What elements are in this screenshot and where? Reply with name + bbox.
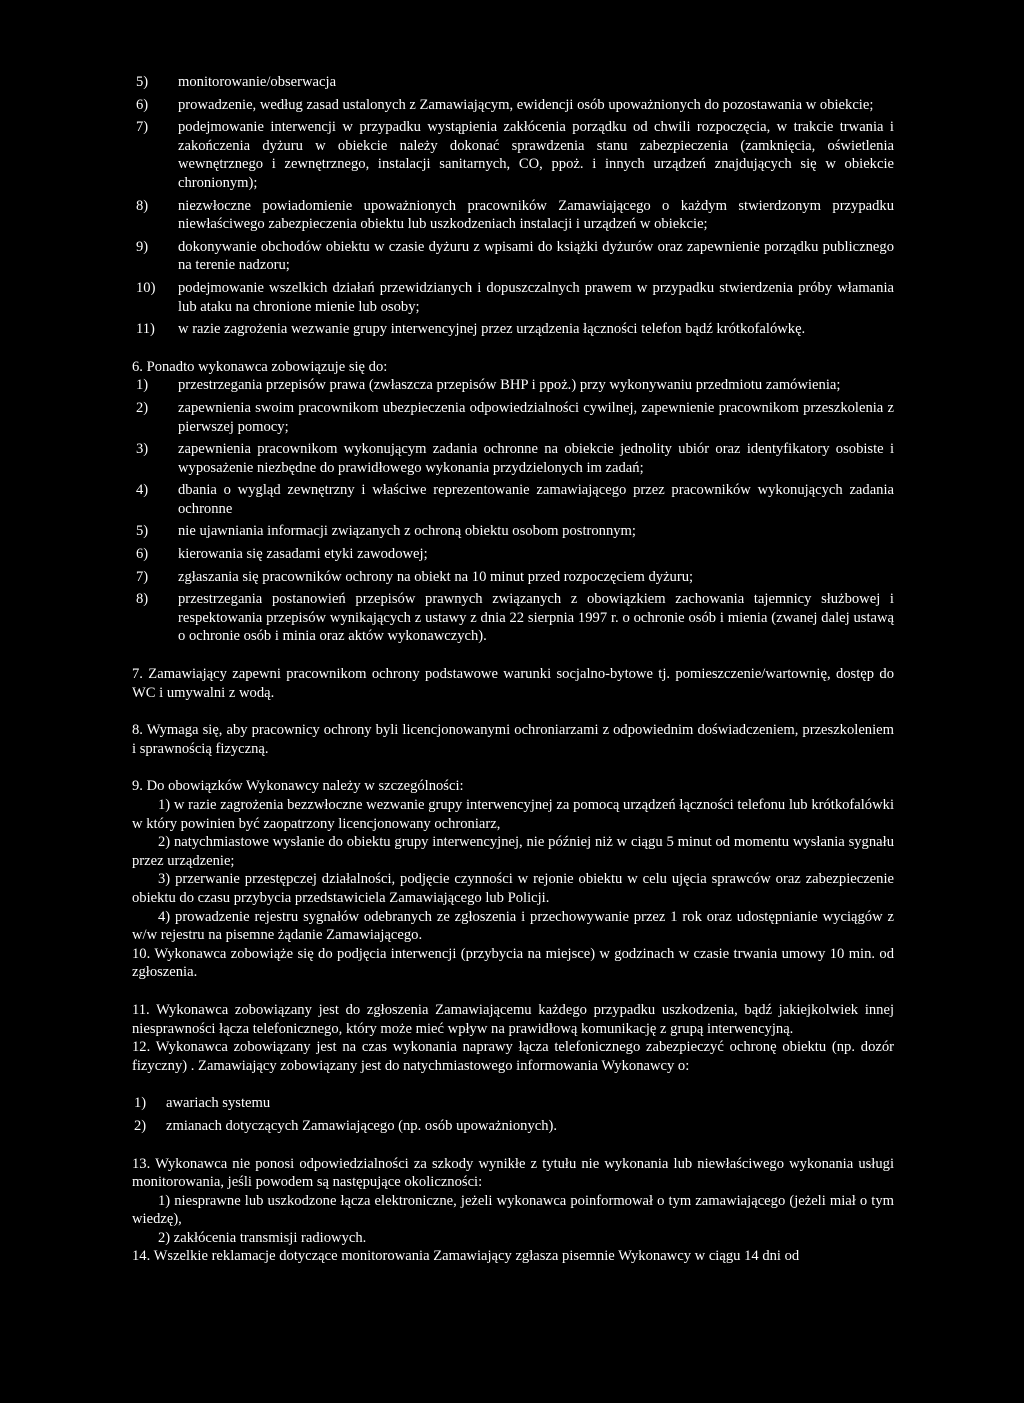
list-item: 5) nie ujawniania informacji związanych z ochroną obiektu osobom postronnym; bbox=[136, 523, 636, 540]
section-10: 10. Wykonawca zobowiąże się do podjęcia interwencji (przybycia na miejsce) w godzinach w czasie trwania umowy 10 min. od zgłoszenia. bbox=[132, 945, 894, 981]
list-item: 3) zapewnienia pracownikom wykonującym zadania ochronne na obiekcie jednolity ubiór oraz identyfikatory osobiste i wyposażenie niezbędne do prawidłowego wykonania przydzielonych im zadań; bbox=[136, 441, 894, 476]
list-item: 8) niezwłoczne powiadomienie upoważnionych pracowników Zamawiającego o każdym stwierdzonym przypadku niewłaściwego zabezpieczenia obiektu lub uszkodzeniach instalacji i urządzeń w obiekcie; bbox=[136, 197, 894, 233]
list-item: 2) natychmiastowe wysłanie do obiektu grupy interwencyjnej, nie później niż w ciągu 5 minut od momentu wysłania sygnału przez urządzenie; bbox=[132, 834, 894, 869]
list-item: 6) prowadzenie, według zasad ustalonych z Zamawiającym, ewidencji osób upoważnionych do pozostawania w obiekcie; bbox=[136, 96, 874, 113]
list-item: 6) kierowania się zasadami etyki zawodowej; bbox=[136, 546, 428, 563]
section-13 bbox=[132, 1155, 894, 1248]
list-item: 4) prowadzenie rejestru sygnałów odebranych ze zgłoszenia i przechowywanie przez 1 rok oraz udostępnianie wyciągów z w/w rejestru na pisemne żądanie Zamawiającego. bbox=[132, 908, 894, 944]
section-heading: 13. Wykonawca nie ponosi odpowiedzialności za szkody wynikłe z tytułu nie wykonania lub niewłaściwego wykonania usługi monitorowania, jeśli powodem są następujące okoliczności: bbox=[132, 1155, 894, 1191]
list-item: 2) zmianach dotyczących Zamawiającego (np. osób upoważnionych). bbox=[134, 1117, 558, 1134]
section-9 bbox=[132, 777, 894, 944]
section-11: 11. Wykonawca zobowiązany jest do zgłoszenia Zamawiającemu każdego przypadku uszkodzenia, bądź jakiejkolwiek innej niesprawności łącza telefonicznego, który może mieć wpływ na prawidłową komunikację z grupą interwencyjną. bbox=[132, 1001, 894, 1037]
document-body bbox=[132, 73, 894, 1266]
section-12-list bbox=[132, 1094, 894, 1135]
list-item: 8) przestrzegania postanowień przepisów prawnych związanych z obowiązkiem zachowania tajemnicy służbowej i respektowania przepisów wynikających z ustawy z dnia 22 sierpnia 1997 r. o ochronie osób i mienia (zwanej dalej ustawą o ochronie osób i minia oraz aktów wykonawczych). bbox=[136, 591, 894, 645]
list-item: 7) zgłaszania się pracowników ochrony na obiekt na 10 minut przed rozpoczęciem dyżuru; bbox=[136, 568, 694, 585]
section-6 bbox=[132, 358, 894, 646]
list-item: 10) podejmowanie wszelkich działań przewidzianych i dopuszczalnych prawem w przypadku stwierdzenia próby włamania lub ataku na chronione mienie lub osoby; bbox=[136, 279, 894, 315]
list-item: 1) awariach systemu bbox=[134, 1095, 271, 1112]
list-item: 1) w razie zagrożenia bezzwłoczne wezwanie grupy interwencyjnej za pomocą urządzeń łączności telefonu lub krótkofalówki w który powinien być zaopatrzony licencjonowany ochroniarz, bbox=[132, 797, 894, 832]
section-8: 8. Wymaga się, aby pracownicy ochrony byli licencjonowanymi ochroniarzami z odpowiednim doświadczeniem, przeszkoleniem i sprawnością fizyczną. bbox=[132, 722, 894, 757]
list-item: 11) w razie zagrożenia wezwanie grupy interwencyjnej przez urządzenia łączności telefon bądź krótkofalówkę. bbox=[136, 321, 806, 338]
section-12: 12. Wykonawca zobowiązany jest na czas wykonania naprawy łącza telefonicznego zabezpieczyć ochronę obiektu (np. dozór fizyczny) . Zamawiający zobowiązany jest do natychmiastowego informowania Wykonawcy o: bbox=[132, 1039, 894, 1074]
section-heading: 9. Do obowiązków Wykonawcy należy w szczególności: bbox=[132, 778, 464, 795]
list-item: 7) podejmowanie interwencji w przypadku wystąpienia zakłócenia porządku od chwili rozpoczęcia, w trakcie trwania i zakończenia dyżuru w obiekcie należy dokonać sprawdzenia stanu zabezpieczenia (zamknięcia, oświetlenia wewnętrznego i zewnętrznego, instalacji sanitarnych, CO, ppoż. i innych urządzeń znajdujących się w obiekcie chronionym); bbox=[136, 119, 894, 191]
list-item: 4) dbania o wygląd zewnętrzny i właściwe reprezentowanie zamawiającego przez pracowników wykonujących zadania ochronne bbox=[136, 482, 894, 517]
list-item: 3) przerwanie przestępczej działalności, podjęcie czynności w rejonie obiektu w celu ujęcia sprawców oraz zabezpieczenie obiektu do czasu przybycia przedstawiciela Zamawiającego lub Policji. bbox=[132, 871, 894, 906]
section-14: 14. Wszelkie reklamacje dotyczące monitorowania Zamawiający zgłasza pisemnie Wykonawcy w ciągu 14 dni od bbox=[132, 1248, 800, 1265]
list-item: 2) zapewnienia swoim pracownikom ubezpieczenia odpowiedzialności cywilnej, zapewnienie pracownikom przeszkolenia z pierwszej pomocy; bbox=[136, 399, 894, 435]
list-item: 2) zakłócenia transmisji radiowych. bbox=[158, 1229, 367, 1246]
list-item: 9) dokonywanie obchodów obiektu w czasie dyżuru z wpisami do książki dyżurów oraz zapewnienie porządku publicznego na terenie nadzoru; bbox=[136, 238, 894, 274]
list-item: 1) przestrzegania przepisów prawa (zwłaszcza przepisów BHP i ppoż.) przy wykonywaniu przedmiotu zamówienia; bbox=[136, 377, 841, 394]
list-part-1 bbox=[132, 73, 894, 339]
list-item: 1) niesprawne lub uszkodzone łącza elektroniczne, jeżeli wykonawca poinformował o tym zamawiającego (jeżeli miał o tym wiedzę), bbox=[132, 1192, 894, 1228]
section-heading: 6. Ponadto wykonawca zobowiązuje się do: bbox=[132, 358, 388, 375]
section-7: 7. Zamawiający zapewni pracownikom ochrony podstawowe warunki socjalno-bytowe tj. pomieszczenie/wartownię, dostęp do WC i umywalni z wodą. bbox=[132, 666, 894, 701]
list-item: 5) monitorowanie/obserwacja bbox=[136, 74, 337, 90]
